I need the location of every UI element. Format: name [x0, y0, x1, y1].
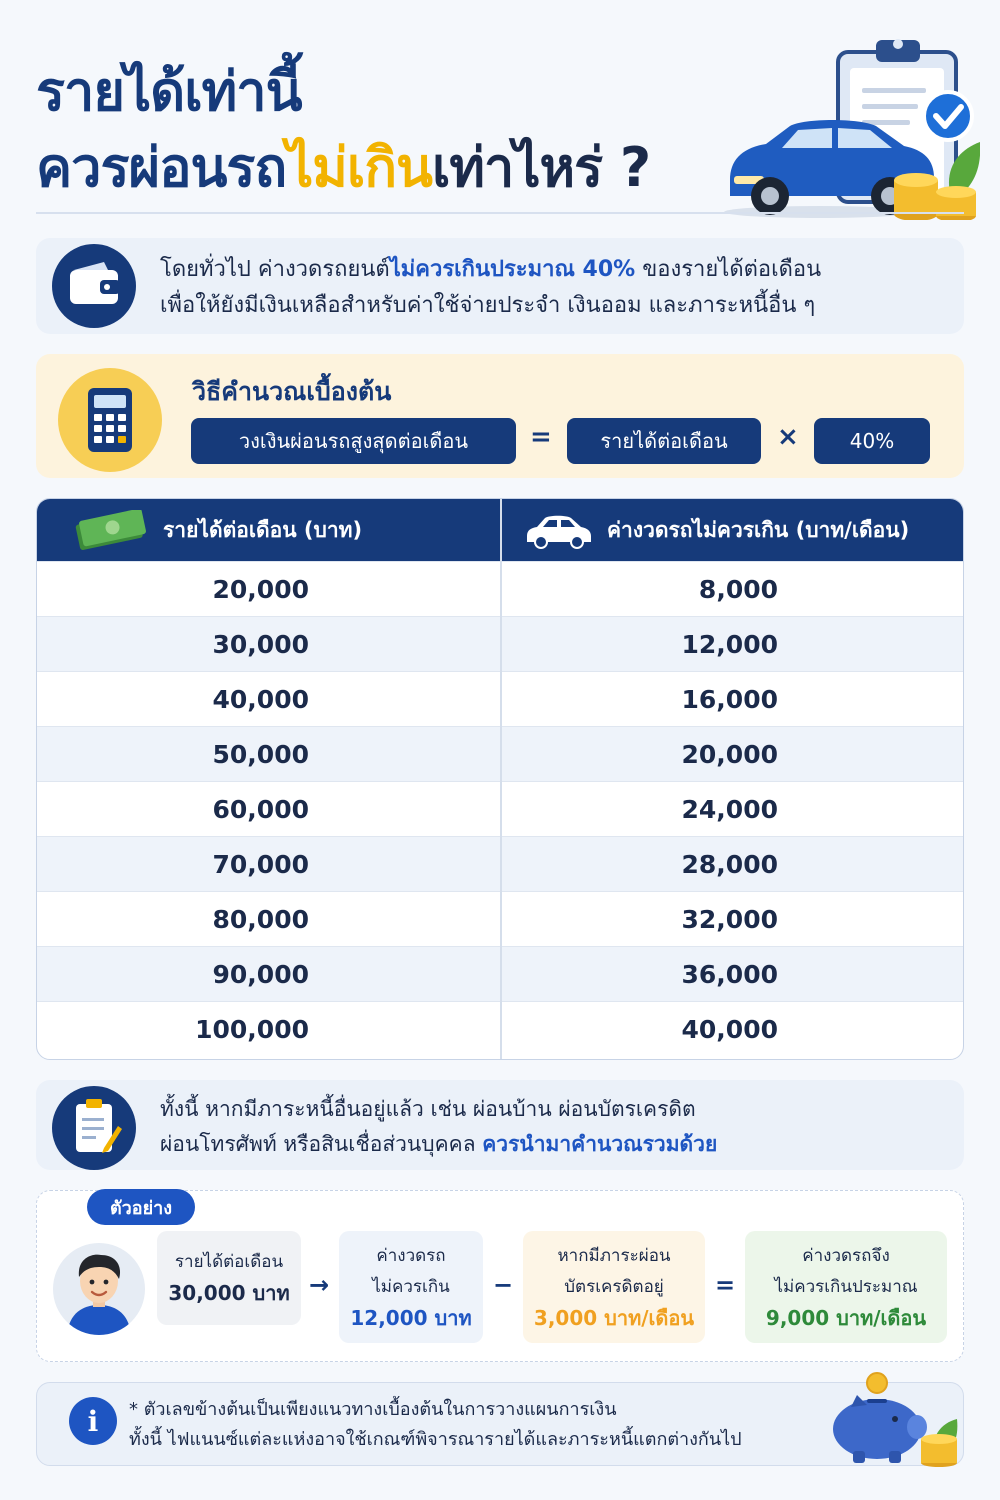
- checkmark-icon: [924, 92, 972, 140]
- example-debt-label-2: บัตรเครดิตอยู่: [564, 1276, 664, 1297]
- table-cell-income: 20,000: [212, 575, 309, 604]
- income-installment-table: [36, 498, 964, 1060]
- info-icon: i: [69, 1397, 117, 1445]
- example-income-box: [157, 1231, 301, 1325]
- example-income-value: 30,000 บาท: [168, 1281, 290, 1305]
- table-cell-installment: 24,000: [681, 795, 778, 824]
- intro-text: [160, 252, 821, 324]
- intro-line-2: เพื่อให้ยังมีเงินเหลือสำหรับค่าใช้จ่ายประจำ เงินออม และภาระหนี้อื่น ๆ: [160, 293, 816, 318]
- table-cell-income: 100,000: [195, 1015, 309, 1044]
- table-header-income: [73, 499, 362, 561]
- intro-line-1-c: ของรายได้ต่อเดือน: [635, 257, 822, 282]
- note-highlight: ควรนำมาคำนวณรวมด้วย: [482, 1132, 718, 1156]
- example-result-label-1: ค่างวดรถจึง: [802, 1245, 890, 1266]
- example-debt-label-1: หากมีภาระผ่อน: [557, 1245, 671, 1266]
- calculation-card: [36, 354, 964, 478]
- header-divider: [36, 212, 964, 214]
- table-cell-income: 90,000: [212, 960, 309, 989]
- clipboard-icon: [52, 1086, 136, 1170]
- formula-monthly-income: รายได้ต่อเดือน: [567, 418, 761, 464]
- table-header-installment: [523, 499, 909, 561]
- example-limit-label-2: ไม่ควรเกิน: [372, 1276, 450, 1297]
- table-cell-installment: 8,000: [698, 575, 778, 604]
- debt-note-card: [36, 1080, 964, 1170]
- formula-max-installment: วงเงินผ่อนรถสูงสุดต่อเดือน: [191, 418, 516, 464]
- note-line-2-a: ผ่อนโทรศัพท์ หรือสินเชื่อส่วนบุคคล: [160, 1132, 483, 1156]
- example-card: [36, 1190, 964, 1362]
- example-arrow-icon: →: [309, 1271, 330, 1299]
- table-cell-income: 70,000: [212, 850, 309, 879]
- table-cell-income: 50,000: [212, 740, 309, 769]
- title-part-c: เท่าไหร่ ?: [431, 136, 651, 199]
- avatar: [53, 1243, 145, 1335]
- table-cell-income: 40,000: [212, 685, 309, 714]
- cash-icon: [73, 510, 147, 550]
- intro-line-1: [160, 252, 821, 288]
- table-cell-income: 30,000: [212, 630, 309, 659]
- intro-card: [36, 238, 964, 334]
- disclaimer-line-2: ทั้งนี้ ไฟแนนซ์แต่ละแห่งอาจใช้เกณฑ์พิจารณารายได้และภาระหนี้แตกต่างกันไป: [129, 1429, 742, 1450]
- title-line-1: รายได้เท่านี้: [36, 60, 302, 123]
- table-column-divider: [500, 499, 502, 1059]
- table-cell-income: 60,000: [212, 795, 309, 824]
- table-cell-installment: 16,000: [681, 685, 778, 714]
- calc-title: วิธีคำนวณเบื้องต้น: [192, 377, 392, 406]
- disclaimer-text: [129, 1395, 742, 1455]
- example-minus: −: [493, 1271, 514, 1299]
- note-line-2: [160, 1127, 717, 1162]
- formula-equals: =: [530, 422, 552, 452]
- intro-highlight: ไม่ควรเกินประมาณ 40%: [389, 257, 636, 282]
- title-line-2: [36, 124, 650, 210]
- table-cell-installment: 32,000: [681, 905, 778, 934]
- car-icon: [523, 510, 593, 550]
- example-result-box: [745, 1231, 947, 1343]
- example-equals: =: [715, 1271, 736, 1299]
- hero-car-illustration: [720, 30, 980, 220]
- title-highlight: ไม่เกิน: [286, 136, 432, 199]
- table-col-installment-label: ค่างวดรถไม่ควรเกิน (บาท/เดือน): [607, 517, 910, 542]
- piggy-bank-icon: [817, 1367, 967, 1467]
- formula-percent: 40%: [814, 418, 930, 464]
- table-cell-installment: 20,000: [681, 740, 778, 769]
- example-tag: ตัวอย่าง: [87, 1189, 195, 1225]
- table-cell-income: 80,000: [212, 905, 309, 934]
- table-cell-installment: 12,000: [681, 630, 778, 659]
- calculator-icon: [58, 368, 162, 472]
- example-debt-box: [523, 1231, 705, 1343]
- wallet-icon: [52, 244, 136, 328]
- example-income-label: รายได้ต่อเดือน: [174, 1252, 284, 1272]
- formula-times: ×: [777, 422, 799, 452]
- example-result-label-2: ไม่ควรเกินประมาณ: [774, 1276, 918, 1297]
- example-limit-value: 12,000 บาท: [350, 1305, 472, 1330]
- example-result-value: 9,000 บาท/เดือน: [765, 1305, 927, 1330]
- table-col-income-label: รายได้ต่อเดือน (บาท): [163, 517, 363, 542]
- table-cell-installment: 28,000: [681, 850, 778, 879]
- table-cell-installment: 36,000: [681, 960, 778, 989]
- intro-line-1-a: โดยทั่วไป ค่างวดรถยนต์: [160, 257, 390, 282]
- note-text: [160, 1092, 717, 1162]
- example-debt-value: 3,000 บาท/เดือน: [533, 1305, 695, 1330]
- title-part-a: ควรผ่อนรถ: [36, 136, 287, 199]
- disclaimer-line-1: * ตัวเลขข้างต้นเป็นเพียงแนวทางเบื้องต้นในการวางแผนการเงิน: [129, 1399, 617, 1420]
- table-cell-installment: 40,000: [681, 1015, 778, 1044]
- note-line-1: ทั้งนี้ หากมีภาระหนี้อื่นอยู่แล้ว เช่น ผ่อนบ้าน ผ่อนบัตรเครดิต: [160, 1097, 696, 1121]
- disclaimer-card: [36, 1382, 964, 1466]
- example-limit-label-1: ค่างวดรถ: [376, 1245, 446, 1266]
- example-limit-box: [339, 1231, 483, 1343]
